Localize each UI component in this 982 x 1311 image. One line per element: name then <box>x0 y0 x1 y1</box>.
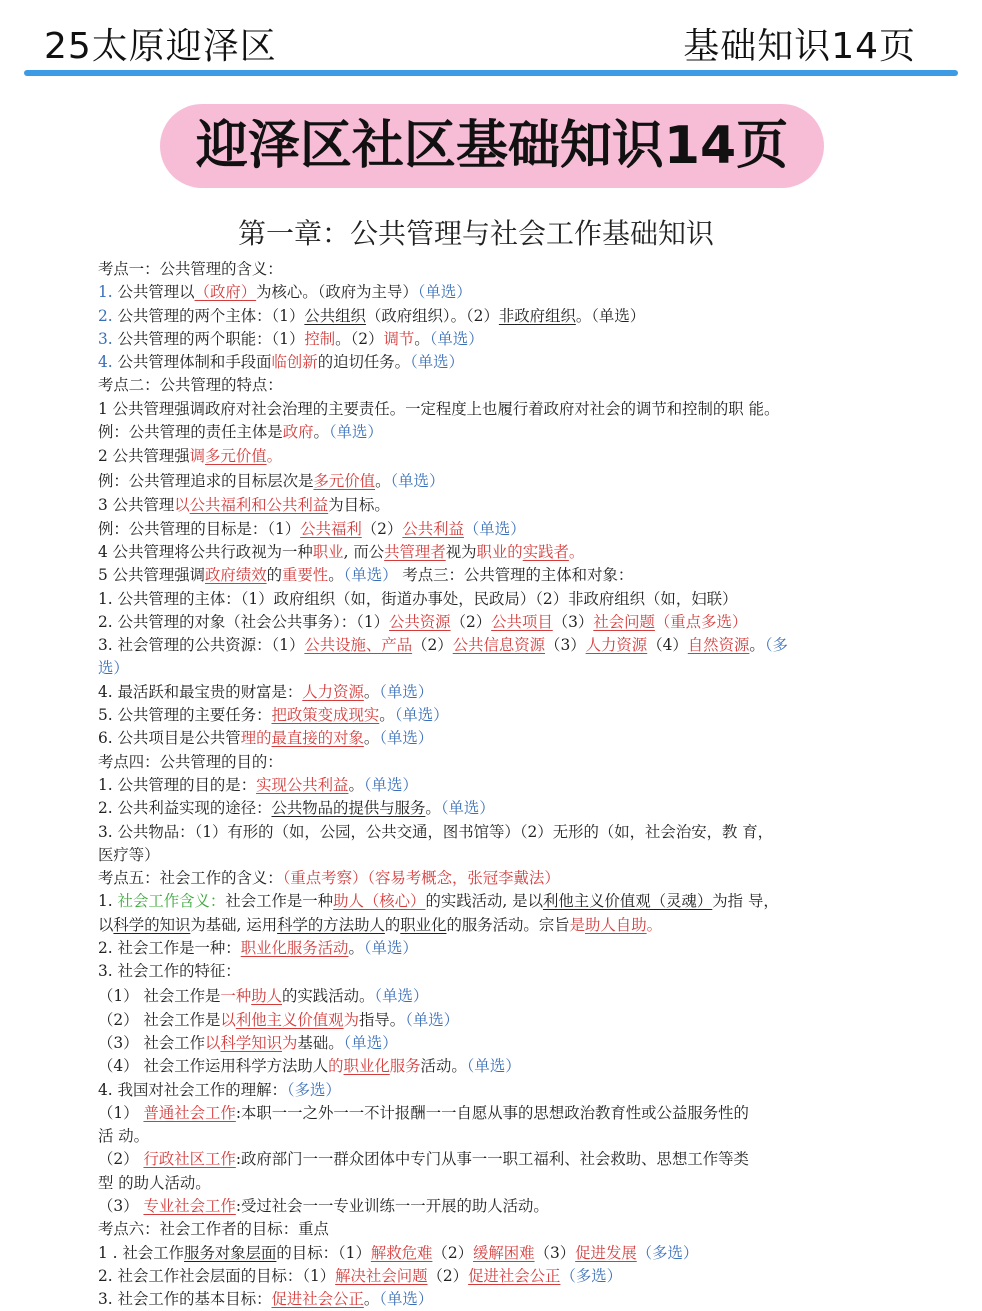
highlighted-text: 政府 <box>282 423 314 442</box>
text-segment: 考点五：社会工作的含义： <box>98 869 283 888</box>
banner-title: 迎泽区社区基础知识14页 <box>195 116 789 176</box>
header-page-label: 基础知识14页 <box>683 26 916 67</box>
title-banner <box>160 104 824 188</box>
highlighted-text: 助人（核心） <box>333 892 426 911</box>
highlighted-text: 临创新 <box>271 353 318 372</box>
text-segment: :本职一一之外一一不计报酬一一自愿从事的思想政治教育性或公益服务性的 <box>235 1103 749 1122</box>
text-segment: 。 <box>348 939 364 958</box>
text-line <box>98 444 868 469</box>
text-line <box>98 611 868 634</box>
text-line <box>98 328 868 351</box>
text-segment: 。 <box>414 329 430 348</box>
question-type-tag: （单选） <box>379 1290 434 1309</box>
text-line <box>98 751 868 774</box>
highlighted-text: 自然资源 <box>687 636 750 655</box>
text-segment: 例：公共管理的目标是：（1） <box>98 519 301 538</box>
highlighted-text: 促进社会公正 <box>468 1266 561 1285</box>
highlighted-text: 重要性 <box>282 566 329 585</box>
highlighted-text: 促进发展 <box>575 1243 637 1262</box>
highlighted-text: 公共利益 <box>402 519 464 538</box>
highlighted-text: 为 <box>343 1010 359 1029</box>
text-segment: 。（单选） <box>575 306 646 325</box>
text-segment: 4 公共管理将公共行政视为一种 <box>98 542 313 561</box>
text-segment: 科学的知识 <box>113 915 191 934</box>
question-type-tag: （单选） <box>328 423 383 442</box>
text-segment: （2） <box>450 612 492 631</box>
text-segment: 活动。 <box>420 1057 467 1076</box>
highlighted-text: 实践者 <box>522 542 569 561</box>
question-type-tag: （多选） <box>560 1266 623 1285</box>
highlighted-text: 最直接的对象 <box>271 729 364 748</box>
text-line <box>98 469 868 494</box>
text-segment: 1. <box>98 892 118 911</box>
question-type-tag: 4. <box>98 353 113 372</box>
text-segment: 1. 公共管理的目的是： <box>98 775 257 794</box>
highlighted-text: 促进社会公正 <box>271 1290 364 1309</box>
question-type-tag: （单选） <box>463 519 526 538</box>
highlighted-text: 以 <box>174 496 190 515</box>
text-segment: 3. 社会管理的公共资源：（1） <box>98 636 305 655</box>
highlighted-text: 公共信息资源 <box>452 636 546 655</box>
text-segment: 以 <box>98 915 114 934</box>
highlighted-text: 职业化 <box>343 1057 390 1076</box>
text-line <box>98 305 868 328</box>
question-type-tag: 选） <box>98 659 129 678</box>
question-type-tag: （单选） <box>410 353 464 372</box>
text-segment: 考点三：公共管理的主体和对象： <box>397 566 634 585</box>
text-segment: 2. 社会工作是一种： <box>98 939 241 958</box>
text-segment: 公共管理的两个职能：（1） <box>112 329 305 348</box>
highlighted-text: 共管理者 <box>384 542 446 561</box>
question-type-tag: （单选） <box>379 682 434 701</box>
text-segment: （3） <box>98 1196 144 1215</box>
text-segment: 6. 公共项目是公共管 <box>98 729 241 748</box>
text-line <box>98 258 868 281</box>
highlighted-text: 公共项目 <box>491 612 553 631</box>
highlighted-text: 理的 <box>240 729 272 748</box>
text-segment: （2） <box>361 519 403 538</box>
text-line <box>98 960 868 983</box>
highlighted-text: 政府绩效 <box>205 566 267 585</box>
text-line <box>98 797 868 820</box>
text-segment: 4. 最活跃和最宝贵的财富是： <box>98 682 303 701</box>
highlighted-text: 公共资源 <box>389 612 451 631</box>
highlighted-text: 社会工作含义： <box>117 892 226 911</box>
text-line <box>98 518 868 541</box>
text-segment: 2. 公共利益实现的途径： <box>98 799 272 818</box>
text-segment: 考点一：公共管理的含义： <box>98 260 283 278</box>
text-segment: （政府组织）。（2） <box>365 306 499 325</box>
text-line <box>98 1288 868 1311</box>
text-segment: 社会工作是一种 <box>225 892 334 911</box>
highlighted-text: 职业的 <box>476 542 523 561</box>
text-segment: （2） <box>427 1266 469 1285</box>
text-segment: 活 动。 <box>98 1127 150 1146</box>
text-segment: 公共组织 <box>304 306 366 325</box>
text-segment: 为基础, 运用 <box>190 915 278 934</box>
text-segment: 为指 导， <box>712 892 779 911</box>
highlighted-text: 公共设施、产品 <box>304 636 413 655</box>
text-line <box>98 494 868 517</box>
text-segment: 。 <box>363 682 380 701</box>
text-segment: （3） <box>534 1243 576 1262</box>
question-type-tag: （单选） <box>363 939 418 958</box>
text-segment: 。 <box>749 636 765 655</box>
text-segment: 型 的助人活动。 <box>98 1173 211 1192</box>
highlighted-text: 人力资源 <box>585 636 648 655</box>
text-segment: （3） <box>552 612 594 631</box>
text-segment: 5. 公共管理的主要任务： <box>98 706 272 725</box>
text-segment: 医疗等） <box>98 845 160 864</box>
text-segment: 的 <box>384 915 401 934</box>
text-segment: 指导。 <box>358 1010 406 1029</box>
text-line <box>98 398 868 421</box>
text-line <box>98 1125 868 1148</box>
text-segment: 公共管理的两个主体：（1） <box>112 306 305 325</box>
text-segment: 公共管理以 <box>112 283 195 302</box>
question-type-tag: （单选） <box>429 329 484 348</box>
highlighted-text: 控制 <box>304 329 336 348</box>
highlighted-text: 助人自助 <box>585 915 647 934</box>
question-type-tag: （多选） <box>636 1243 699 1262</box>
text-segment: 基础。 <box>297 1033 344 1052</box>
text-line <box>98 1032 868 1055</box>
text-segment: 为目标。 <box>328 496 390 515</box>
highlighted-text: 为 <box>282 1033 298 1052</box>
highlighted-text: 的 <box>328 1057 344 1076</box>
question-type-tag: 2. <box>98 306 113 325</box>
text-segment: 2 公共管理强 <box>98 447 190 466</box>
text-segment: （1） 社会工作是 <box>98 986 221 1005</box>
text-line <box>98 1102 868 1125</box>
text-segment: 3 公共管理 <box>98 496 175 515</box>
text-segment: 科学的方法助人 <box>277 915 385 934</box>
question-type-tag: （单选） <box>417 283 472 302</box>
text-segment: 视为 <box>445 542 477 561</box>
text-line <box>98 281 868 304</box>
text-line <box>98 867 868 890</box>
text-segment: 1 公共管理强调政府对社会治理的主要责任。一定程度上也履行着政府对社会的调节和控制的职 能。 <box>98 399 780 418</box>
text-segment: :政府部门一一群众团体中专门从事一一职工福利、社会救助、思想工作等类 <box>235 1150 749 1169</box>
text-segment: 公共物品的提供与服务 <box>271 799 426 818</box>
text-line <box>98 1242 868 1265</box>
text-segment: （2） <box>412 636 453 655</box>
text-segment: 例：公共管理追求的目标层次是 <box>98 472 314 491</box>
text-line <box>98 821 868 844</box>
document-body <box>98 258 868 1311</box>
text-segment: （4） 社会工作运用科学方法助人 <box>98 1057 329 1076</box>
highlighted-text: 调 <box>189 447 206 466</box>
highlighted-text: 职业化服务活动 <box>240 939 349 958</box>
text-segment: 的实践活动。 <box>282 986 375 1005</box>
text-segment: 。（2） <box>335 329 384 348</box>
text-line <box>98 421 868 444</box>
question-type-tag: （单选） <box>343 1033 398 1052</box>
highlighted-text: 实现公共利益 <box>256 775 349 794</box>
text-segment: 的 <box>266 566 283 585</box>
question-type-tag: 1. <box>98 283 113 302</box>
text-line <box>98 657 868 680</box>
text-segment: 1. 公共管理的主体：（1）政府组织（如，街道办事处，民政局）（2）非政府组织（如，妇联） <box>98 589 738 608</box>
text-segment: 利他主义价值观（灵魂） <box>542 892 713 911</box>
text-line <box>98 1218 868 1241</box>
text-segment: 。 <box>425 799 441 818</box>
highlighted-text: 。 <box>646 915 662 934</box>
text-line <box>98 890 868 913</box>
text-line <box>98 1009 868 1032</box>
text-segment: , 而公 <box>343 542 385 561</box>
text-segment: 职业化 <box>400 915 447 934</box>
question-type-tag: （单选） <box>363 775 418 794</box>
text-segment: （2） <box>432 1243 473 1262</box>
text-segment: 考点二：公共管理的特点： <box>98 376 283 395</box>
question-type-tag: （单选） <box>374 986 429 1005</box>
highlighted-text: 公共福利和公共利益 <box>189 496 329 515</box>
highlighted-text: （重点多选） <box>654 612 748 631</box>
text-segment: 例：公共管理的责任主体是 <box>98 423 283 442</box>
text-segment: 非政府组织 <box>498 306 576 325</box>
text-segment: （3） 社会工作 <box>98 1033 206 1052</box>
question-type-tag: （多 <box>764 636 788 655</box>
text-line <box>98 541 868 564</box>
text-line <box>98 681 868 704</box>
text-segment: 3. 公共物品：（1）有形的（如，公园，公共交通，图书馆等）（2）无形的（如，社会治安，教 育， <box>98 822 774 841</box>
text-line <box>98 1265 868 1288</box>
text-segment: （3） <box>545 636 586 655</box>
text-segment: 的目标：（1） <box>276 1243 371 1262</box>
highlighted-text: 一种 <box>220 986 252 1005</box>
question-type-tag: （单选） <box>343 566 398 585</box>
highlighted-text: 社会问题 <box>593 612 655 631</box>
page-header <box>0 0 982 78</box>
highlighted-text: 调节 <box>383 329 415 348</box>
text-line <box>98 704 868 727</box>
text-line <box>98 774 868 797</box>
highlighted-text: 普通社会工作 <box>143 1103 236 1122</box>
highlighted-text: 助人 <box>251 986 283 1005</box>
text-line <box>98 844 868 867</box>
highlighted-text: 行政社区工作 <box>143 1150 236 1169</box>
chapter-title: 第一章：公共管理与社会工作基础知识 <box>237 217 714 250</box>
text-segment: 2. 社会工作社会层面的目标：（1） <box>98 1266 336 1285</box>
highlighted-text: 。 <box>266 447 283 466</box>
text-line <box>98 727 868 750</box>
question-type-tag: （单选） <box>466 1057 521 1076</box>
question-type-tag: 3. <box>98 329 113 348</box>
text-line <box>98 1079 868 1102</box>
text-segment: 1 . 社会工作 <box>98 1243 185 1262</box>
text-segment: 。 <box>313 423 329 442</box>
text-segment: 3. 社会工作的基本目标： <box>98 1290 272 1309</box>
text-segment: 公共管理体制和手段面 <box>112 353 272 372</box>
text-line <box>98 1195 868 1218</box>
text-segment: 考点四：公共管理的目的： <box>98 752 283 771</box>
text-segment: 3. 社会工作的特征： <box>98 962 241 981</box>
text-segment: （2） 社会工作是 <box>98 1010 221 1029</box>
question-type-tag: （单选） <box>379 729 434 748</box>
text-line <box>98 564 868 587</box>
highlighted-text: 把政策变成现实 <box>271 706 380 725</box>
question-type-tag: （单选） <box>440 799 495 818</box>
text-segment: 。 <box>363 729 380 748</box>
highlighted-text: （重点考察）（容易考概念，张冠李戴法） <box>282 869 560 888</box>
highlighted-text: 缓解困难 <box>473 1243 535 1262</box>
highlighted-text: 科学知识 <box>220 1033 283 1052</box>
text-segment: 。 <box>363 1290 380 1309</box>
text-line <box>98 937 868 960</box>
text-line <box>98 351 868 374</box>
text-line <box>98 1172 868 1195</box>
highlighted-text: 解决社会问题 <box>335 1266 428 1285</box>
highlighted-text: 利他主义价值观 <box>235 1010 344 1029</box>
highlighted-text: 专业社会工作 <box>143 1196 236 1215</box>
highlighted-text: 多元价值 <box>313 472 376 491</box>
highlighted-text: 是 <box>569 915 586 934</box>
text-line <box>98 634 868 657</box>
text-line <box>98 374 868 397</box>
highlighted-text: 以 <box>220 1010 236 1029</box>
text-segment: 5 公共管理强调 <box>98 566 206 585</box>
question-type-tag: （单选） <box>390 472 445 491</box>
header-divider <box>24 70 958 76</box>
highlighted-text: 职业 <box>312 542 344 561</box>
text-segment: 的服务活动。宗旨 <box>446 915 570 934</box>
text-segment: 为核心。（政府为主导） <box>256 283 418 302</box>
highlighted-text: 多元价值 <box>205 447 267 466</box>
text-segment: （2） <box>98 1150 144 1169</box>
text-line <box>98 1055 868 1078</box>
question-type-tag: （多选） <box>286 1080 341 1099</box>
highlighted-text: 公共福利 <box>300 519 362 538</box>
text-segment: :受过社会一一专业训练一一开展的助人活动。 <box>235 1196 549 1215</box>
text-segment: 服务对象层面 <box>184 1243 277 1262</box>
question-type-tag: （单选） <box>394 706 449 725</box>
text-segment: 。 <box>379 706 395 725</box>
text-segment: （4） <box>647 636 688 655</box>
highlighted-text: 解救危难 <box>370 1243 433 1262</box>
text-line <box>98 1148 868 1171</box>
text-segment: 考点六：社会工作者的目标：重点 <box>98 1220 329 1239</box>
text-segment: 2. 公共管理的对象（社会公共事务）：（1） <box>98 612 389 631</box>
text-line <box>98 984 868 1009</box>
highlighted-text: 以 <box>205 1033 221 1052</box>
text-line <box>98 914 868 937</box>
text-segment: 。 <box>348 775 364 794</box>
text-segment: 的迫切任务。 <box>317 353 411 372</box>
header-location: 25太原迎泽区 <box>44 26 277 67</box>
highlighted-text: （政府） <box>194 283 257 302</box>
text-segment: 。 <box>375 472 391 491</box>
text-segment: 4. 我国对社会工作的理解： <box>98 1080 287 1099</box>
question-type-tag: （单选） <box>405 1010 460 1029</box>
text-segment: 。 <box>328 566 344 585</box>
highlighted-text: 。 <box>568 542 585 561</box>
text-line <box>98 588 868 611</box>
text-segment: 的实践活动, 是以 <box>425 892 543 911</box>
text-segment: （1） <box>98 1103 144 1122</box>
highlighted-text: 人力资源 <box>302 682 364 701</box>
highlighted-text: 服务 <box>389 1057 421 1076</box>
